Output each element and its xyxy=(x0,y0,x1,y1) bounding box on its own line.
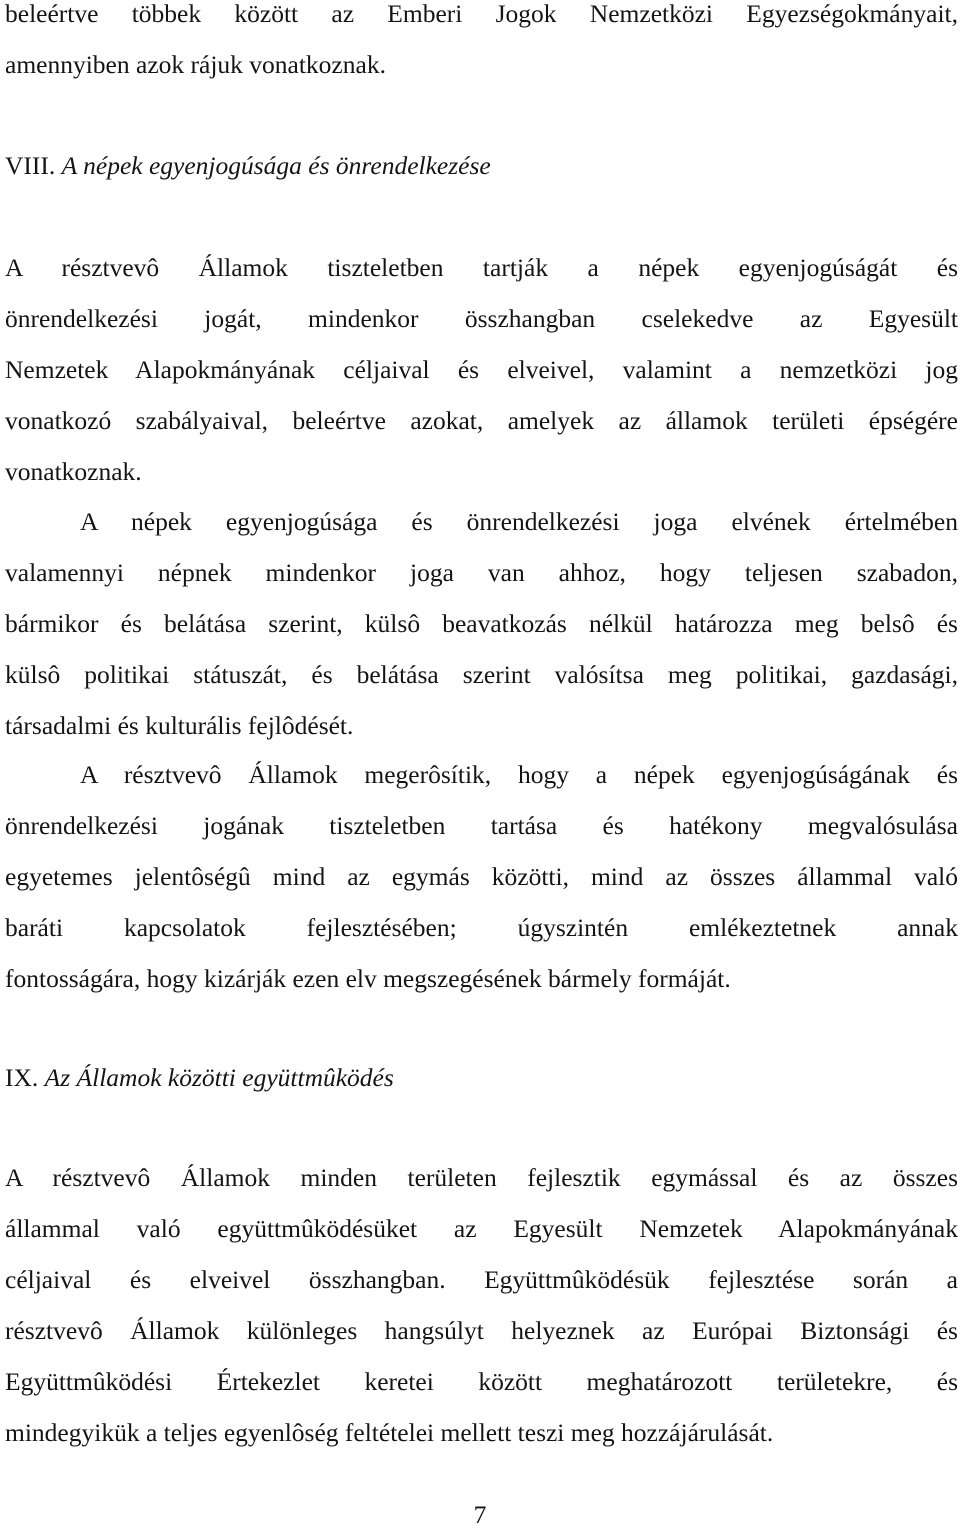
text-line: vonatkozó szabályaival, beleértve azokat, amelyek az államok területi épségére xyxy=(5,406,958,435)
section-title: Az Államok közötti együttmûködés xyxy=(44,1063,394,1092)
text-line: A résztvevô Államok minden területen fejlesztik egymással és az összes xyxy=(5,1163,958,1192)
text-line: önrendelkezési jogának tiszteletben tartása és hatékony megvalósulása xyxy=(5,811,958,840)
text-line: mindegyikük a teljes egyenlôség feltételei mellett teszi meg hozzájárulását. xyxy=(5,1418,774,1447)
text-line: baráti kapcsolatok fejlesztésében; úgyszintén emlékeztetnek annak xyxy=(5,913,958,942)
section-viii-paragraph-2 xyxy=(5,508,958,763)
text-line: bármikor és belátása szerint, külsô beavatkozás nélkül határozza meg belsô és xyxy=(5,609,958,638)
text-line: résztvevô Államok különleges hangsúlyt helyeznek az Európai Biztonsági és xyxy=(5,1316,958,1345)
page-number: 7 xyxy=(473,1500,487,1529)
section-number: VIII. xyxy=(5,151,56,180)
intro-paragraph xyxy=(5,0,958,102)
text-line: állammal való együttmûködésüket az Egyesült Nemzetek Alapokmányának xyxy=(5,1214,958,1243)
text-line: amennyiben azok rájuk vonatkoznak. xyxy=(5,50,386,79)
section-heading-ix xyxy=(5,1064,958,1092)
section-viii-paragraph-1 xyxy=(5,254,958,509)
text-line: egyetemes jelentôségû mind az egymás közötti, mind az összes állammal való xyxy=(5,862,958,891)
text-line: külsô politikai státuszát, és belátása szerint valósítsa meg politikai, gazdasági, xyxy=(5,660,958,689)
text-line: A népek egyenjogúsága és önrendelkezési joga elvének értelmében xyxy=(80,507,958,536)
section-number: IX. xyxy=(5,1063,39,1092)
text-line: céljaival és elveivel összhangban. Együttmûködésük fejlesztése során a xyxy=(5,1265,958,1294)
section-ix-paragraph-1 xyxy=(5,1164,958,1470)
text-line: valamennyi népnek mindenkor joga van ahhoz, hogy teljesen szabadon, xyxy=(5,558,958,587)
section-viii-paragraph-3 xyxy=(5,761,958,1016)
text-line: A résztvevô Államok tiszteletben tartják a népek egyenjogúságát és xyxy=(5,253,958,282)
text-line: társadalmi és kulturális fejlôdését. xyxy=(5,711,354,740)
text-line: vonatkoznak. xyxy=(5,457,142,486)
text-line: Nemzetek Alapokmányának céljaival és elveivel, valamint a nemzetközi jog xyxy=(5,355,958,384)
text-line: önrendelkezési jogát, mindenkor összhangban cselekedve az Egyesült xyxy=(5,304,958,333)
section-heading-viii xyxy=(5,152,958,180)
text-line: Együttmûködési Értekezlet keretei között meghatározott területekre, és xyxy=(5,1367,958,1396)
section-title: A népek egyenjogúsága és önrendelkezése xyxy=(61,151,491,180)
text-line: beleértve többek között az Emberi Jogok Nemzetközi Egyezségokmányait, xyxy=(5,0,958,28)
text-line: fontosságára, hogy kizárják ezen elv megszegésének bármely formáját. xyxy=(5,964,731,993)
text-line: A résztvevô Államok megerôsítik, hogy a népek egyenjogúságának és xyxy=(80,760,958,789)
